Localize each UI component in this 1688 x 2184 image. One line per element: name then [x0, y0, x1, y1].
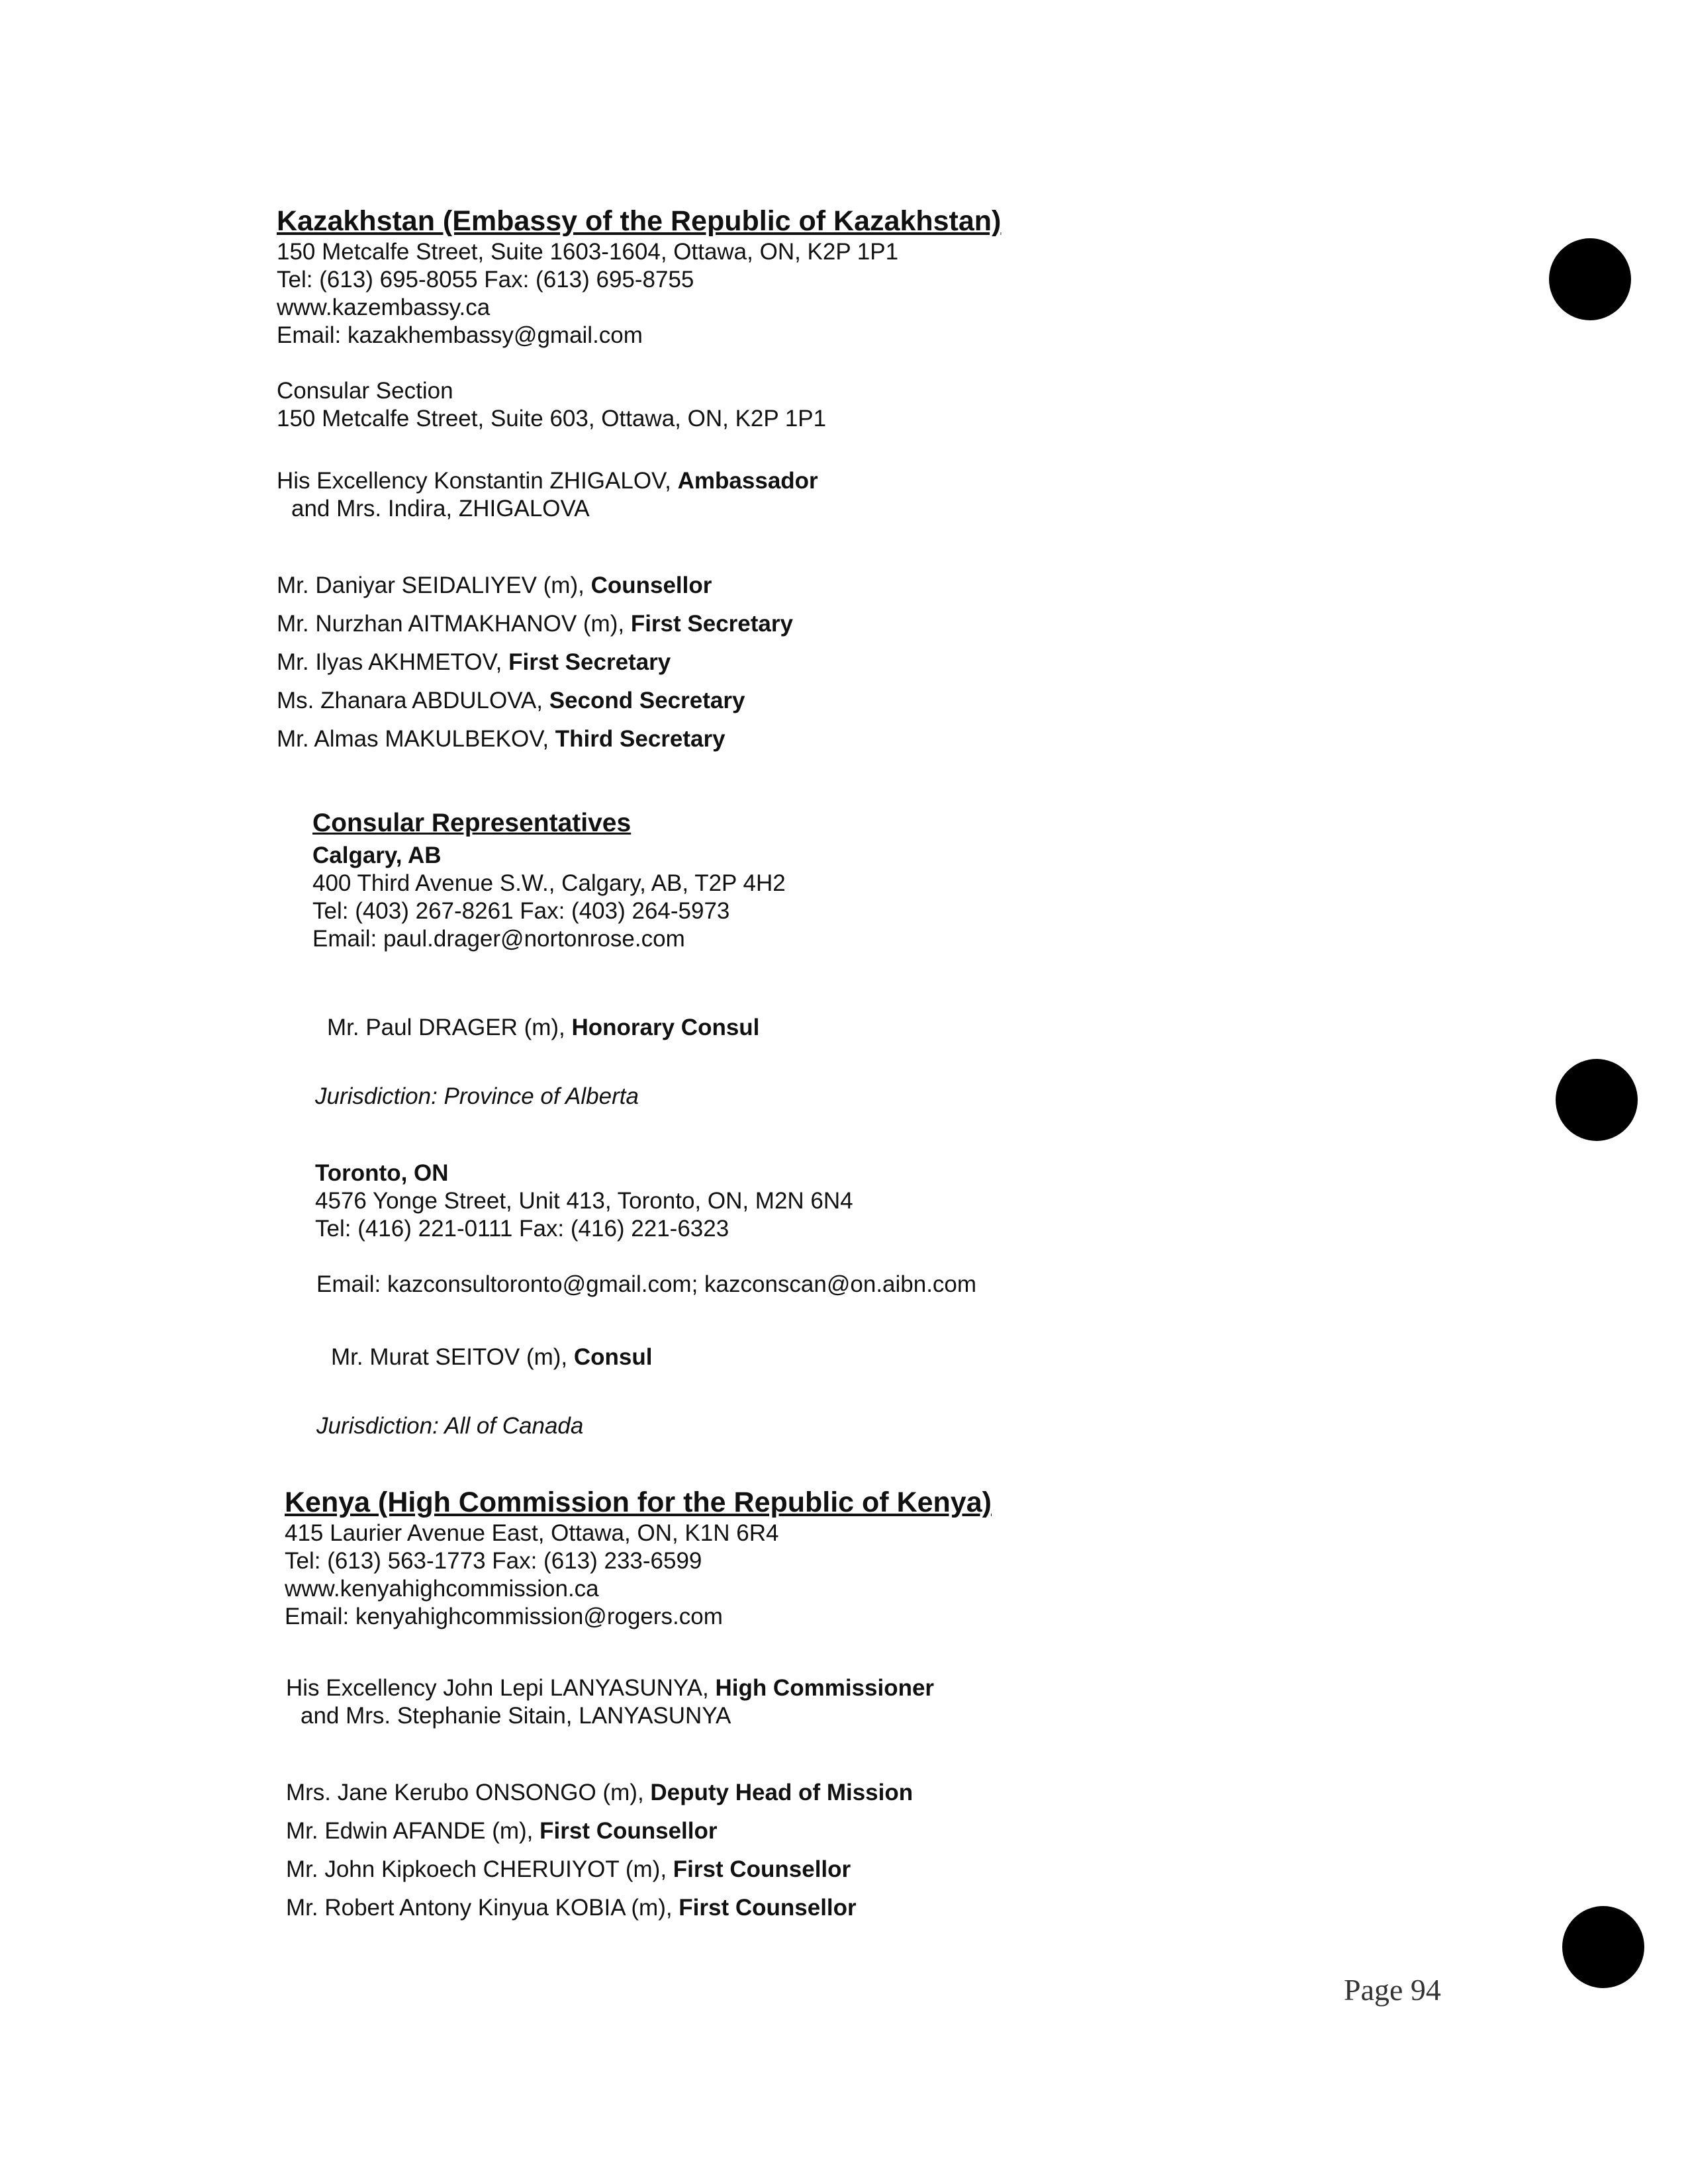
- staff-title: First Counsellor: [679, 1895, 857, 1921]
- staff-title: First Counsellor: [673, 1856, 851, 1882]
- calgary-consul-title: Honorary Consul: [571, 1015, 760, 1040]
- staff-title: Third Secretary: [555, 726, 726, 752]
- consular-section-address: 150 Metcalfe Street, Suite 603, Ottawa, ON, K2P 1P1: [277, 406, 827, 432]
- staff-row: [286, 1812, 913, 1850]
- kazakhstan-email: Email: kazakhembassy@gmail.com: [277, 322, 643, 348]
- kazakhstan-address: 150 Metcalfe Street, Suite 1603-1604, Ottawa, ON, K2P 1P1: [277, 239, 899, 265]
- calgary-phone: Tel: (403) 267-8261 Fax: (403) 264-5973: [312, 898, 730, 924]
- staff-row: [277, 720, 793, 758]
- high-commissioner-title: High Commissioner: [715, 1675, 935, 1701]
- consular-representatives-heading: Consular Representatives: [312, 809, 632, 837]
- high-commissioner-line: [286, 1674, 934, 1702]
- toronto-office: [315, 1160, 853, 1243]
- kenya-email: Email: kenyahighcommission@rogers.com: [285, 1604, 723, 1629]
- staff-title: First Secretary: [630, 611, 793, 637]
- calgary-city: Calgary, AB: [312, 842, 442, 868]
- toronto-email: Email: kazconsultoronto@gmail.com; kazconscan@on.aibn.com: [316, 1271, 977, 1297]
- kenya-heading: Kenya (High Commission for the Republic of Kenya): [285, 1486, 992, 1518]
- high-commissioner-spouse: and Mrs. Stephanie Sitain, LANYASUNYA: [301, 1703, 731, 1729]
- kazakhstan-staff-list: [277, 567, 793, 758]
- kenya-phone: Tel: (613) 563-1773 Fax: (613) 233-6599: [285, 1548, 702, 1574]
- staff-name: Mr. Almas MAKULBEKOV,: [277, 726, 555, 752]
- calgary-jurisdiction: Jurisdiction: Province of Alberta: [315, 1083, 639, 1109]
- consular-section-label: Consular Section: [277, 378, 453, 404]
- kenya-address: 415 Laurier Avenue East, Ottawa, ON, K1N 6R4: [285, 1520, 779, 1546]
- kenya-section: [285, 1485, 992, 1631]
- toronto-consul: [331, 1343, 653, 1371]
- staff-name: Ms. Zhanara ABDULOVA,: [277, 688, 549, 713]
- toronto-consul-line: [331, 1343, 653, 1371]
- high-commissioner-name: His Excellency John Lepi LANYASUNYA,: [286, 1675, 716, 1701]
- staff-name: Mr. Daniyar SEIDALIYEV (m),: [277, 572, 591, 598]
- staff-name: Mr. Robert Antony Kinyua KOBIA (m),: [286, 1895, 679, 1921]
- calgary-email: Email: paul.drager@nortonrose.com: [312, 926, 685, 952]
- kazakhstan-head-of-mission: [277, 467, 818, 523]
- staff-title: Counsellor: [590, 572, 712, 598]
- calgary-consul-name: Mr. Paul DRAGER (m),: [327, 1015, 572, 1040]
- ambassador-title: Ambassador: [677, 468, 818, 494]
- punch-hole-bottom: [1562, 1906, 1644, 1988]
- calgary-address: 400 Third Avenue S.W., Calgary, AB, T2P 4H2: [312, 870, 786, 896]
- ambassador-spouse: and Mrs. Indira, ZHIGALOVA: [291, 496, 590, 522]
- kenya-head-of-mission: [286, 1674, 934, 1730]
- staff-name: Mr. Ilyas AKHMETOV,: [277, 649, 509, 675]
- toronto-consul-name: Mr. Murat SEITOV (m),: [331, 1344, 574, 1370]
- toronto-phone: Tel: (416) 221-0111 Fax: (416) 221-6323: [315, 1216, 729, 1242]
- calgary-consul-line: [327, 1014, 759, 1042]
- toronto-city: Toronto, ON: [315, 1160, 449, 1186]
- consular-representatives: [312, 807, 786, 953]
- kazakhstan-section: [277, 204, 1001, 433]
- staff-title: Deputy Head of Mission: [650, 1780, 914, 1805]
- toronto-jurisdiction: Jurisdiction: All of Canada: [316, 1413, 584, 1439]
- kenya-website: www.kenyahighcommission.ca: [285, 1576, 599, 1602]
- staff-row: [277, 567, 793, 605]
- punch-hole-top: [1549, 238, 1631, 320]
- ambassador-name: His Excellency Konstantin ZHIGALOV,: [277, 468, 678, 494]
- kazakhstan-phone: Tel: (613) 695-8055 Fax: (613) 695-8755: [277, 267, 694, 293]
- staff-name: Mr. John Kipkoech CHERUIYOT (m),: [286, 1856, 673, 1882]
- staff-row: [286, 1889, 913, 1927]
- staff-name: Mrs. Jane Kerubo ONSONGO (m),: [286, 1780, 651, 1805]
- staff-title: First Secretary: [508, 649, 671, 675]
- kenya-staff-list: [286, 1774, 913, 1927]
- staff-name: Mr. Nurzhan AITMAKHANOV (m),: [277, 611, 631, 637]
- toronto-consul-title: Consul: [573, 1344, 653, 1370]
- ambassador-line: [277, 467, 818, 495]
- kazakhstan-heading: Kazakhstan (Embassy of the Republic of Kazakhstan): [277, 205, 1002, 237]
- toronto-address: 4576 Yonge Street, Unit 413, Toronto, ON, M2N 6N4: [315, 1188, 853, 1214]
- staff-row: [286, 1850, 913, 1889]
- staff-title: First Counsellor: [539, 1818, 718, 1844]
- staff-title: Second Secretary: [549, 688, 745, 713]
- staff-row: [277, 605, 793, 643]
- page-number: Page 94: [1344, 1973, 1441, 2007]
- calgary-consul: [327, 1014, 759, 1042]
- staff-row: [286, 1774, 913, 1812]
- staff-row: [277, 682, 793, 720]
- staff-name: Mr. Edwin AFANDE (m),: [286, 1818, 540, 1844]
- kazakhstan-website: www.kazembassy.ca: [277, 295, 491, 320]
- punch-hole-middle: [1556, 1059, 1638, 1141]
- staff-row: [277, 643, 793, 682]
